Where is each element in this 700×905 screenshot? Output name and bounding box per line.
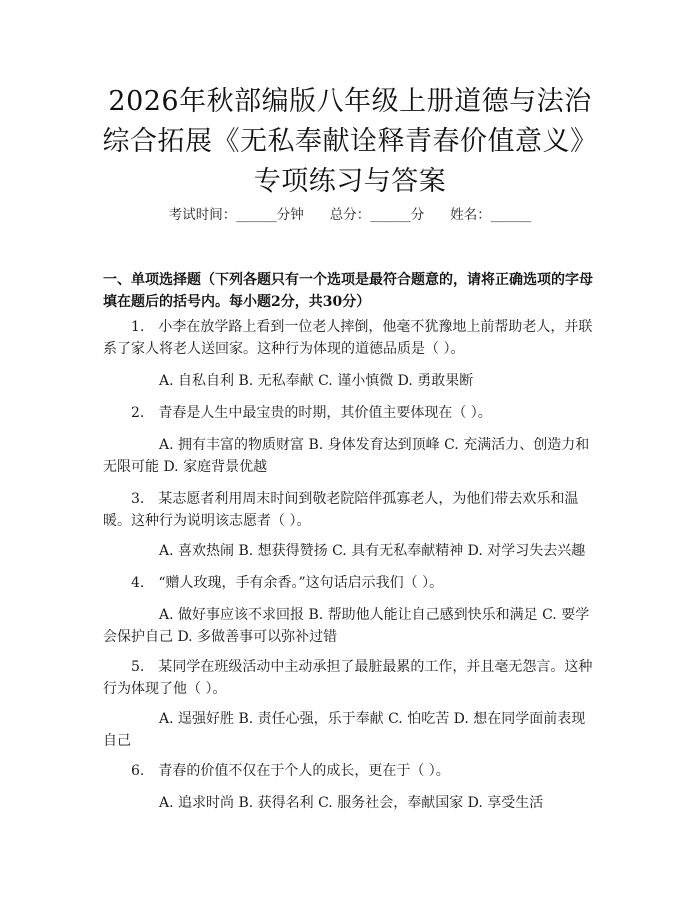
exam-meta bbox=[0, 206, 700, 224]
question-options: A. 逞强好胜 B. 责任心强，乐于奉献 C. 怕吃苦 D. 想在同学面前表现自己 bbox=[103, 711, 586, 749]
question-options: A. 做好事应该不求回报 B. 帮助他人能让自己感到快乐和满足 C. 要学会保护自己 D. 多做善事可以弥补过错 bbox=[103, 607, 590, 645]
question-options: A. 喜欢热闹 B. 想获得赞扬 C. 具有无私奉献精神 D. 对学习失去兴趣 bbox=[159, 543, 586, 559]
question-stem: 6. 青春的价值不仅在于个人的成长，更在于（ ）。 bbox=[131, 763, 450, 779]
exam-score: 总分：______分 bbox=[329, 207, 425, 223]
question-stem: 5. 某同学在班级活动中主动承担了最脏最累的工作，并且毫无怨言。这种行为体现了他（ ）。 bbox=[103, 659, 593, 697]
student-name: 姓名：______ bbox=[450, 207, 532, 223]
question-stem: 3. 某志愿者利用周末时间到敬老院陪伴孤寡老人，为他们带去欢乐和温暖。这种行为说明该志愿者（ ）。 bbox=[103, 491, 579, 529]
question-stem: 1. 小李在放学路上看到一位老人摔倒，他毫不犹豫地上前帮助老人，并联系了家人将老人送回家。这种行为体现的道德品质是（ ）。 bbox=[103, 319, 593, 357]
exam-time: 考试时间：______分钟 bbox=[168, 207, 304, 223]
question-options: A. 追求时尚 B. 获得名利 C. 服务社会，奉献国家 D. 享受生活 bbox=[159, 795, 544, 811]
question-options: A. 自私自利 B. 无私奉献 C. 谨小慎微 D. 勇敢果断 bbox=[159, 373, 474, 389]
question-stem: 2. 青春是人生中最宝贵的时期，其价值主要体现在（ ）。 bbox=[131, 405, 492, 421]
question-options: A. 拥有丰富的物质财富 B. 身体发育达到顶峰 C. 充满活力、创造力和无限可能 D. 家庭背景优越 bbox=[103, 437, 590, 475]
question-stem: 4. “赠人玫瑰，手有余香。”这句话启示我们（ ）。 bbox=[131, 575, 444, 591]
section-heading: 一、单项选择题（下列各题只有一个选项是最符合题意的，请将正确选项的字母填在题后的括号内。每小题2分，共30分） bbox=[103, 272, 593, 310]
document-title: 2026年秋部编版八年级上册道德与法治综合拓展《无私奉献诠释青春价值意义》专项练习与答案 bbox=[102, 86, 598, 197]
